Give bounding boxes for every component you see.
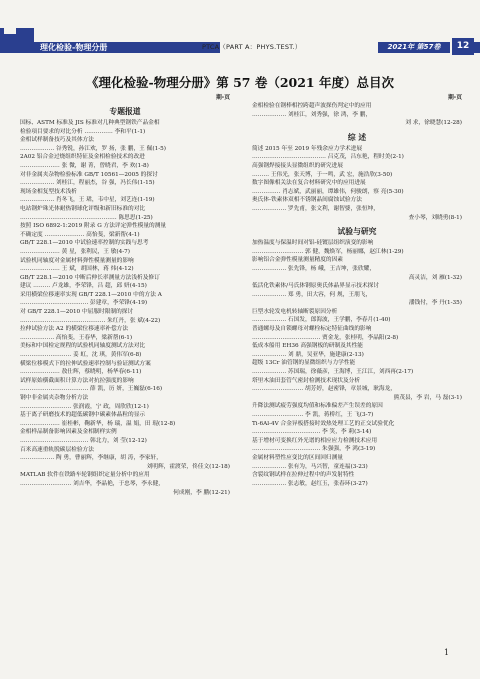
toc-entry: [252, 437, 462, 454]
toc-entry-authors: ………………… 崔桂彬，鞠新华，杨 瑞，温 娟，田 琨(12-8): [20, 420, 176, 427]
toc-entry-title: 电站钢炉珠光体耐热钢球化评级和新旧标准的对比: [20, 205, 146, 212]
toc-entry-authors: ……………… 郑 勇，田大容，何 规，王朋飞，: [252, 291, 372, 298]
toc-entry: [20, 471, 230, 497]
toc-entry: [20, 257, 230, 274]
toc-entry-authors: ……………………………… 朱强强，李 鸿(3-19): [252, 446, 376, 453]
toc-entry-authors-cont: 刘明辉，霍渡荣，佟佳文(12-18): [146, 463, 230, 470]
toc-entry-authors: ……………… 刘桂江，刘秀强，徐 鸿，李 鹏，: [252, 111, 372, 118]
toc-entry: [252, 196, 462, 222]
toc-entry-title: 现场金相复型技术浅析: [20, 188, 77, 195]
toc-entry: [252, 239, 462, 256]
right-column: [252, 94, 462, 488]
toc-entry-authors: ……………………………… 彭建章，李荣锋(4-19): [20, 300, 148, 307]
toc-entry-title: 采用横梁位移速率实现 GB/T 228.1—2010 中的方法 A: [20, 291, 162, 298]
toc-entry: [20, 205, 230, 222]
toc-entry-authors: ……………… 刘 鼎，吴亚华，施建康(2-13): [252, 351, 364, 358]
toc-entry: [252, 454, 462, 471]
toc-entry-title: 低活化铁素体/马氏体钢原奥氏体晶界显示技术探讨: [252, 283, 380, 290]
toc-entry-authors: ……………… 刘桂江，程丽杰，谷 强，冯长伟(1-15): [20, 180, 155, 187]
toc-entry-authors-cont: 高灵洁，刘 雁(1-32): [408, 274, 462, 281]
toc-entry-authors: ……………………… 胡芳婷，赵密锋，章景城，耿海龙，: [252, 386, 396, 393]
toc-entry: [252, 282, 462, 308]
toc-entry-authors: ……………………… 姜 虹，沈 琪，黄伟军(6-8): [20, 352, 142, 359]
toc-entry-authors-cont: 刘 求，徐晓慧(12-28): [405, 120, 462, 127]
toc-entry-title: 试验机同轴度对金属材料弹性模量测量的影响: [20, 257, 134, 264]
toc-list-review: [252, 145, 462, 222]
toc-entry: [20, 360, 230, 377]
toc-entry-title: MATLAB 软件在铁路车轮钢组织定量分析中的应用: [20, 472, 150, 479]
toc-entry-title: 金相试样制备技巧及其体方法: [20, 137, 94, 144]
toc-entry-authors: ……………… 谷秀锐，孙江欢，罗 扬，张 鹏，王 佩(1-5): [20, 145, 166, 152]
toc-entry-authors: ……………… 石国发，郎海波，王学鹏，李春月(1-40): [252, 317, 391, 324]
toc-entry-authors: ……………… 肖冬飞，王 珺，韦中星，刘艺连(1-19): [20, 197, 155, 204]
toc-entry: [252, 308, 462, 325]
page-title: 《理化检验-物理分册》第 57 卷（2021 年度）总目次: [86, 75, 394, 90]
toc-entry-authors: ……………………………………… 朱红丹，张 斌(4-22): [20, 317, 161, 324]
toc-entry: [20, 308, 230, 325]
toc-entry: [252, 377, 462, 403]
toc-entry-authors: ………………………………… 吕克茂，吕东艳，程时美(2-1): [252, 154, 404, 161]
toc-entry-title: 巨型水轮发电机转轴断裂原因分析: [252, 308, 338, 315]
toc-entry-title: 基于增材可变换红外光谱的相应应力检测技术应用: [252, 437, 378, 444]
toc-entry-authors: ……………………………… 贾金龙，张桂明，李晶阳(2-8): [252, 334, 399, 341]
toc-entry: [20, 291, 230, 308]
toc-entry-title: 低成本船用 EH36 高强钢板的研制及其性能: [252, 343, 363, 350]
toc-entry: [20, 171, 230, 188]
toc-entry-authors: 建议 ……… 卢龙雄，李荣锋，吕 超，邱 妍(4-15): [20, 283, 147, 290]
toc-entry: [20, 377, 230, 394]
section-heading-tests-research: 试验与研究: [337, 227, 377, 237]
issue-label: 2021年 第57卷: [378, 42, 450, 53]
toc-entry-title: 美标和中国检定规程的试验机同轴度测试方法对比: [20, 343, 146, 350]
toc-entry-title: 奥氏体-铁素体双相不锈钢晶间腐蚀试验方法: [252, 197, 362, 204]
toc-entry-title: 金相检验在钢棒相控跨超声波探伤判定中的应用: [252, 103, 372, 109]
toc-entry: [252, 145, 462, 162]
toc-entry: [20, 239, 230, 256]
toc-entry-authors-cont: 熊茂县，李 岩，马 磊(3-1): [393, 394, 462, 401]
toc-entry: [252, 102, 462, 128]
toc-entry-title: 拉伸试验方法 A2 的横梁位移速率补偿方法: [20, 326, 129, 333]
toc-entry-title: 数字图像相关法在复合材料研究中的应用进展: [252, 180, 366, 187]
toc-entry-title: 横梁位移模式下的拉伸试验速率控制与验证测试方案: [20, 360, 151, 367]
toc-entry: [20, 325, 230, 342]
toc-entry-authors: ……………………………… 韩北力，刘 莹(12-12): [20, 437, 147, 444]
toc-entry-authors: ………………… 王 斌，胡国林，蒋 炜(4-12): [20, 266, 134, 273]
toc-entry-title: 金属材料塑性应变比的区间回归测量: [252, 454, 343, 461]
journal-logo-notch: [4, 22, 16, 34]
toc-entry-authors: ……………… 苏国瑞，徐薇彦，王海博，王江江，刘西再(2-17): [252, 369, 414, 376]
toc-entry-authors: ……………… 张志敏，赵红玉，张春环(3-27): [252, 480, 368, 487]
toc-entry-authors: …………… 肖志斌，武丽丽，谭雄伟，何骏朗，察 亮(5-30): [252, 188, 404, 195]
page-number: 1: [444, 648, 450, 657]
toc-entry: [252, 179, 462, 196]
toc-list-tests-research: [252, 239, 462, 488]
toc-entry: [252, 402, 462, 419]
toc-entry: [252, 325, 462, 342]
toc-entry-authors: ………………… 敖仕辉，蔡晓明，杨华春(6-11): [20, 369, 142, 376]
toc-entry-title: 升降法测试疲劳强度均值和标准偏差产生误差的原因: [252, 403, 383, 410]
section-heading-review: 综 述: [347, 132, 367, 142]
toc-entry-authors: ……………… 陶 勇，曹丽辉，李继康，胡 涛，李家轩，: [20, 455, 162, 462]
toc-entry-title: 加热温度与保温时间对铝-硅镀层组织演变的影响: [252, 240, 374, 247]
column-page-label: 期-页: [448, 95, 462, 101]
issue-number-badge: 12: [452, 38, 474, 55]
toc-entry-title: 对非金属夹杂物检验标准 GB/T 10561—2005 的探讨: [20, 171, 158, 178]
toc-entry: [20, 136, 230, 153]
toc-entry-title: 塔里木油田套管气密封检测技术现状及分析: [252, 377, 361, 384]
toc-entry-title: GB/T 228.1—2010 中试验速率控制的实践与思考: [20, 240, 149, 247]
toc-entry-title: 百米高速重轨脱碳层检验方法: [20, 446, 94, 453]
toc-entry-title: 高强钢焊接接头显微组织的研究进展: [252, 162, 343, 169]
toc-entry-authors: ……………………… 郭 健，魏焕军，杨丽娜，赵江林(1-29): [252, 248, 404, 255]
toc-entry: [20, 153, 230, 170]
toc-entry-authors: …………………………………………… 陈思思(1-25): [20, 214, 153, 221]
toc-entry-authors: ……………… 高怡斐，王春华，梁新帮(6-1): [20, 334, 133, 341]
toc-entry-authors: ……………………… 李 凯，蒋桥红，王 飞(3-7): [252, 412, 374, 418]
toc-entry-authors: 不确定度 ………………… 高怡斐，梁新帮(4-1): [20, 231, 140, 238]
toc-entry: [20, 188, 230, 205]
toc-entry-title: 基于离子研磨技术的超低碳钢中碳素体晶粒的显示: [20, 412, 146, 419]
toc-entry-authors-cont: 查小琴，刘晓勇(8-1): [408, 214, 462, 221]
page-header: [0, 0, 480, 58]
toc-entry-title: 金相样品制备影响因素及金相制样实例: [20, 429, 117, 436]
toc-entry-authors: ……… 王伟光，张天博，于一鸣，武 宏，施浩欣(3-50): [252, 171, 393, 178]
journal-abbrev: PTCA（PART A：PHYS.TEST.）: [202, 43, 302, 51]
toc-entry-title: 国标、ASTM 标准及 JIS 标准对几种典型钢铁产品金相: [20, 120, 160, 126]
toc-entry: [252, 342, 462, 359]
toc-entry: [20, 446, 230, 472]
toc-entry-authors: ……………… 张先锋，杨 峨，王吉坤，张欣耀，: [252, 265, 376, 272]
journal-name: 理化检验-物理分册: [40, 43, 108, 52]
toc-entry-title: 按照 ISO 6892-1:2019 附录 G 方法评定弹性模量的测量: [20, 223, 167, 230]
toc-entry-title: 2A02 铝合金过烧组织特征及金相检验技术的改进: [20, 154, 145, 161]
toc-entry: [20, 274, 230, 291]
toc-entry: [20, 119, 230, 136]
toc-entry: [252, 471, 462, 488]
toc-entry-title: GB/T 228.1—2010 中断后伸长率测量方法浅析及修订: [20, 274, 160, 281]
toc-entry-authors: ………………… 黄 星，张利民，王 敏(4-7): [20, 248, 131, 255]
toc-entry: [252, 359, 462, 376]
toc-entry: [20, 394, 230, 411]
toc-entry: [252, 256, 462, 282]
toc-entry: [252, 420, 462, 437]
toc-entry: [252, 162, 462, 179]
toc-list-left: [20, 119, 230, 497]
toc-entry-title: 试样原始横截面积计算方法对抗拉强度的影响: [20, 377, 134, 384]
toc-entry-authors: ……………………………… 薛 凯，历 妍，王巍磊(6-16): [20, 386, 163, 393]
toc-entry-title: 普通螺母及自锁螺母对螺栓标定特征曲线的影响: [252, 326, 372, 333]
toc-entry-authors: ……………………… 刘吉华，李晶艳，于忠琴，李永健，: [20, 480, 164, 487]
toc-entry-authors-cont: 何成刚，李 鹏(12-21): [173, 489, 230, 496]
toc-entry: [20, 428, 230, 445]
toc-entry-title: 简述 2015 年至 2019 年残余应力学术进展: [252, 145, 363, 152]
toc-entry-title: 钢中非金属夹杂物分析方法: [20, 395, 89, 401]
toc-entry: [20, 411, 230, 428]
toc-entry: [20, 342, 230, 359]
column-page-label: 期-页: [216, 95, 230, 101]
toc-entry-authors: ………………… 张 微，谢 菁，曾晓君，李 欢(1-8): [20, 162, 149, 169]
toc-entry-authors: ……………………………… 李 笑，李 莉(3-14): [252, 429, 372, 436]
toc-entry-title: 含裂纹钢试样在拉伸过程中的声发射特性: [252, 472, 355, 479]
toc-entry: [20, 222, 230, 239]
left-column: [20, 94, 230, 497]
toc-entry-authors: ……………… 罗先甫，张文利，谢智婆，张恒坤，: [252, 205, 379, 212]
toc-entry-title: 超级 13Cr 油管钢的显微组织与力学性能: [252, 360, 356, 367]
toc-entry-authors: 检验项目要求的对比分析 …………… 李和平(1-1): [20, 128, 146, 135]
toc-entry-authors: ……………… 张有为，马兴智，童连福(3-23): [252, 463, 368, 470]
toc-entry-title: Ti-6Al-4V 合金异板搭接时效热处理工艺的正交试验优化: [252, 420, 395, 427]
toc-entry-authors-cont: 潘钱付，李 丹(1-35): [408, 300, 462, 307]
toc-entry-title: 对 GB/T 228.1—2010 中屈服时限制的探讨: [20, 309, 134, 316]
toc-entry-title: 影响铝合金弹性模量测量精度的因素: [252, 257, 343, 264]
toc-list-right-top: [252, 102, 462, 128]
toc-entry-authors: ……………………… 张润霞，宁 政，周欣欣(12-1): [20, 403, 149, 410]
section-heading-special-reports: 专题报道: [109, 107, 141, 116]
